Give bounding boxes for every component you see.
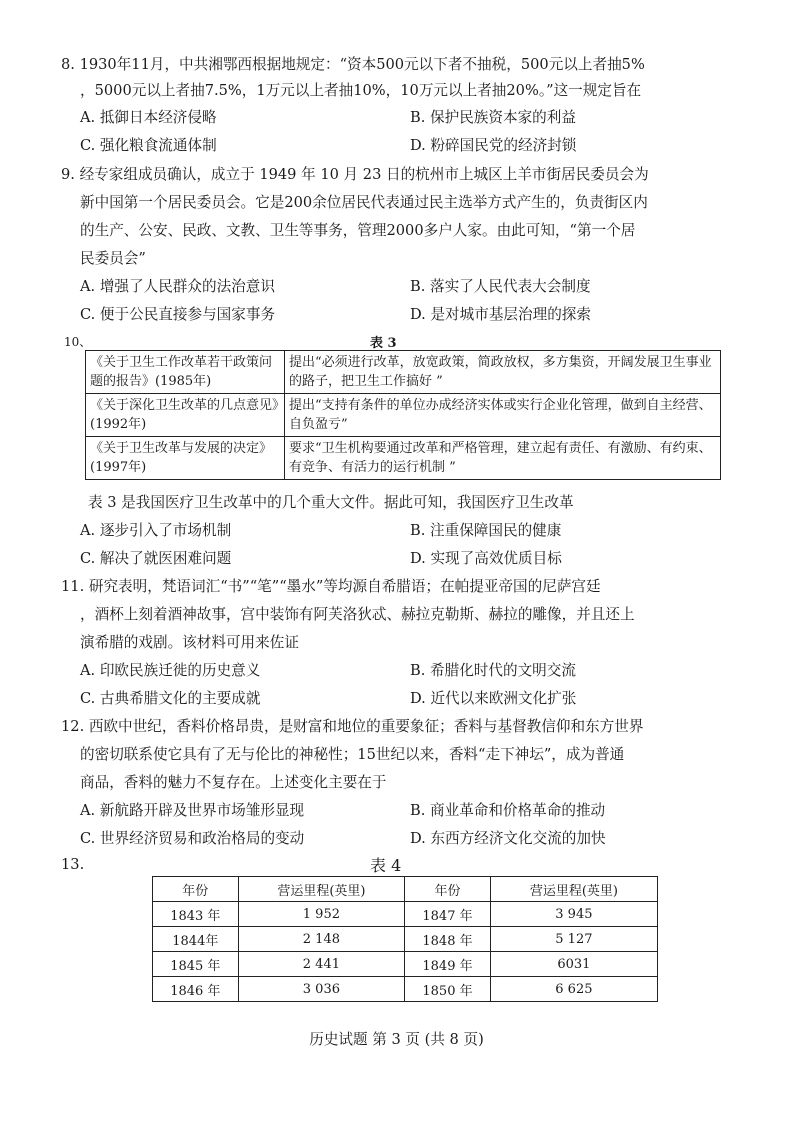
q11-option-c[interactable]: C. 古典希腊文化的主要成就 [80, 690, 261, 707]
q9-stem-line3: 的生产、公安、民政、文教、卫生等事务，管理2000多户人家。由此可知，“第一个居 [80, 222, 636, 239]
table-header-row [153, 877, 658, 902]
q11-stem-line1: 11. 研究表明，梵语词汇“书”“笔”“墨水”等均源自希腊语；在帕提亚帝国的尼萨宫廷 [61, 578, 601, 595]
q12-option-c[interactable]: C. 世界经济贸易和政治格局的变动 [80, 830, 305, 847]
q8-stem-line1: 8. 1930年11月，中共湘鄂西根据地规定：“资本500元以下者不抽税，500元以上者抽5% [61, 56, 645, 73]
q9-option-b[interactable]: B. 落实了人民代表大会制度 [410, 278, 591, 295]
table-cell: 《关于深化卫生改革的几点意见》(1992年) [86, 394, 285, 437]
q13-number: 13. [61, 856, 85, 873]
table-cell: 1845 年 [153, 952, 239, 977]
table-cell: 《关于卫生改革与发展的决定》(1997年) [86, 437, 285, 480]
q9-stem-line2: 新中国第一个居民委员会。它是200余位居民代表通过民主选举方式产生的，负责街区内 [80, 194, 648, 211]
q9-option-a[interactable]: A. 增强了人民群众的法治意识 [80, 278, 275, 295]
q8-stem-line2: ，5000元以上者抽7.5%，1万元以上者抽10%，10万元以上者抽20%。”这一规定旨在 [80, 82, 642, 99]
q11-option-b[interactable]: B. 希腊化时代的文明交流 [410, 662, 576, 679]
q11-option-d[interactable]: D. 近代以来欧洲文化扩张 [410, 690, 577, 707]
table-row [153, 977, 658, 1002]
table-cell: 1846 年 [153, 977, 239, 1002]
column-header: 年份 [405, 877, 491, 902]
q8-option-c[interactable]: C. 强化粮食流通体制 [80, 137, 217, 154]
table-row [86, 437, 721, 480]
q9-stem-line1: 9. 经专家组成员确认，成立于 1949 年 10 月 23 日的杭州市上城区上羊市街居民委员会为 [61, 166, 649, 183]
page-footer: 历史试题 第 3 页 (共 8 页) [309, 1031, 484, 1048]
table-row [153, 902, 658, 927]
table-row [153, 927, 658, 952]
table-row [86, 394, 721, 437]
q9-option-c[interactable]: C. 便于公民直接参与国家事务 [80, 306, 276, 323]
q12-stem-line2: 的密切联系使它具有了无与伦比的神秘性；15世纪以来，香料“走下神坛”，成为普通 [80, 746, 625, 763]
q10-stem: 表 3 是我国医疗卫生改革中的几个重大文件。据此可知，我国医疗卫生改革 [88, 494, 574, 511]
column-header: 年份 [153, 877, 239, 902]
q10-option-c[interactable]: C. 解决了就医困难问题 [80, 550, 232, 567]
q8-option-a[interactable]: A. 抵御日本经济侵略 [80, 109, 217, 126]
table-cell: 1844年 [153, 927, 239, 952]
q11-stem-line3: 演希腊的戏剧。该材料可用来佐证 [80, 634, 299, 651]
q12-option-d[interactable]: D. 东西方经济文化交流的加快 [410, 830, 606, 847]
q10-option-d[interactable]: D. 实现了高效优质目标 [410, 550, 562, 567]
table-cell: 6 625 [490, 977, 657, 1002]
q8-option-b[interactable]: B. 保护民族资本家的利益 [410, 109, 576, 126]
q10-number: 10、 [64, 335, 92, 349]
table-cell: 2 441 [238, 952, 405, 977]
q11-option-a[interactable]: A. 印欧民族迁徙的历史意义 [80, 662, 261, 679]
q10-option-b[interactable]: B. 注重保障国民的健康 [410, 522, 562, 539]
column-header: 营运里程(英里) [490, 877, 657, 902]
table3 [85, 350, 721, 480]
table-cell: 1847 年 [405, 902, 491, 927]
table-cell: 3 945 [490, 902, 657, 927]
table-cell: 要求“卫生机构要通过改革和严格管理，建立起有责任、有激励、有约束、有竞争、有活力的运行机制 ” [285, 437, 721, 480]
table-cell: 《关于卫生工作改革若干政策问题的报告》(1985年) [86, 351, 285, 394]
table3-title: 表 3 [370, 336, 397, 351]
table-cell: 3 036 [238, 977, 405, 1002]
table-row [86, 351, 721, 394]
table4-title: 表 4 [370, 856, 402, 875]
q11-stem-line2: ，酒杯上刻着酒神故事，宫中装饰有阿芙洛狄忒、赫拉克勒斯、赫拉的雕像，并且还上 [80, 606, 635, 623]
table-row [153, 952, 658, 977]
table-cell: 1849 年 [405, 952, 491, 977]
q9-stem-line4: 民委员会” [80, 250, 146, 267]
table-cell: 6031 [490, 952, 657, 977]
table-cell: 1850 年 [405, 977, 491, 1002]
table-cell: 提出“支持有条件的单位办成经济实体或实行企业化管理，做到自主经营、自负盈亏” [285, 394, 721, 437]
table-cell: 5 127 [490, 927, 657, 952]
q12-option-b[interactable]: B. 商业革命和价格革命的推动 [410, 802, 606, 819]
column-header: 营运里程(英里) [238, 877, 405, 902]
table-cell: 1 952 [238, 902, 405, 927]
q10-option-a[interactable]: A. 逐步引入了市场机制 [80, 522, 232, 539]
table-cell: 1843 年 [153, 902, 239, 927]
table-cell: 提出“必须进行改革，放宽政策，简政放权，多方集资，开阔发展卫生事业的路子，把卫生工作搞好 ” [285, 351, 721, 394]
q12-stem-line3: 商品，香料的魅力不复存在。上述变化主要在于 [80, 774, 387, 791]
table-cell: 1848 年 [405, 927, 491, 952]
table-cell: 2 148 [238, 927, 405, 952]
q12-option-a[interactable]: A. 新航路开辟及世界市场雏形显现 [80, 802, 305, 819]
q9-option-d[interactable]: D. 是对城市基层治理的探索 [410, 306, 591, 323]
q8-option-d[interactable]: D. 粉碎国民党的经济封锁 [410, 137, 577, 154]
q12-stem-line1: 12. 西欧中世纪，香料价格昂贵，是财富和地位的重要象征；香料与基督教信仰和东方世界 [61, 718, 644, 735]
table4 [152, 876, 658, 1002]
